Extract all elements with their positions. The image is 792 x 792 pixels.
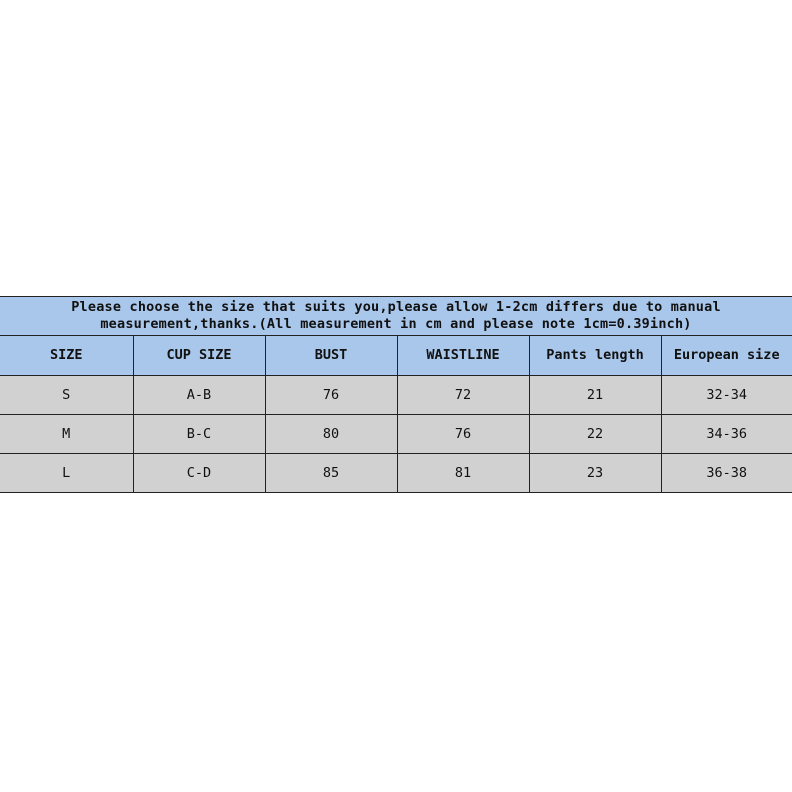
size-table: [0, 336, 792, 493]
cell-pants-length: 23: [529, 453, 661, 492]
cell-size: S: [0, 375, 133, 414]
table-row: [0, 375, 792, 414]
header-pants-length: Pants length: [529, 336, 661, 375]
cell-bust: 76: [265, 375, 397, 414]
cell-european-size: 34-36: [661, 414, 792, 453]
header-waistline: WAISTLINE: [397, 336, 529, 375]
header-european-size: European size: [661, 336, 792, 375]
header-size: SIZE: [0, 336, 133, 375]
table-row: [0, 453, 792, 492]
cell-pants-length: 22: [529, 414, 661, 453]
cell-bust: 80: [265, 414, 397, 453]
table-header-row: [0, 336, 792, 375]
cell-cup-size: A-B: [133, 375, 265, 414]
cell-cup-size: B-C: [133, 414, 265, 453]
table-row: [0, 414, 792, 453]
cell-size: M: [0, 414, 133, 453]
header-cup-size: CUP SIZE: [133, 336, 265, 375]
notice-line-1: Please choose the size that suits you,please allow 1-2cm differs due to manual: [71, 299, 721, 315]
cell-bust: 85: [265, 453, 397, 492]
cell-cup-size: C-D: [133, 453, 265, 492]
cell-european-size: 32-34: [661, 375, 792, 414]
size-notice: [0, 296, 792, 336]
cell-waistline: 76: [397, 414, 529, 453]
cell-pants-length: 21: [529, 375, 661, 414]
size-chart: [0, 296, 792, 493]
header-bust: BUST: [265, 336, 397, 375]
cell-waistline: 81: [397, 453, 529, 492]
cell-size: L: [0, 453, 133, 492]
notice-line-2: measurement,thanks.(All measurement in cm and please note 1cm=0.39inch): [100, 316, 692, 332]
cell-waistline: 72: [397, 375, 529, 414]
cell-european-size: 36-38: [661, 453, 792, 492]
